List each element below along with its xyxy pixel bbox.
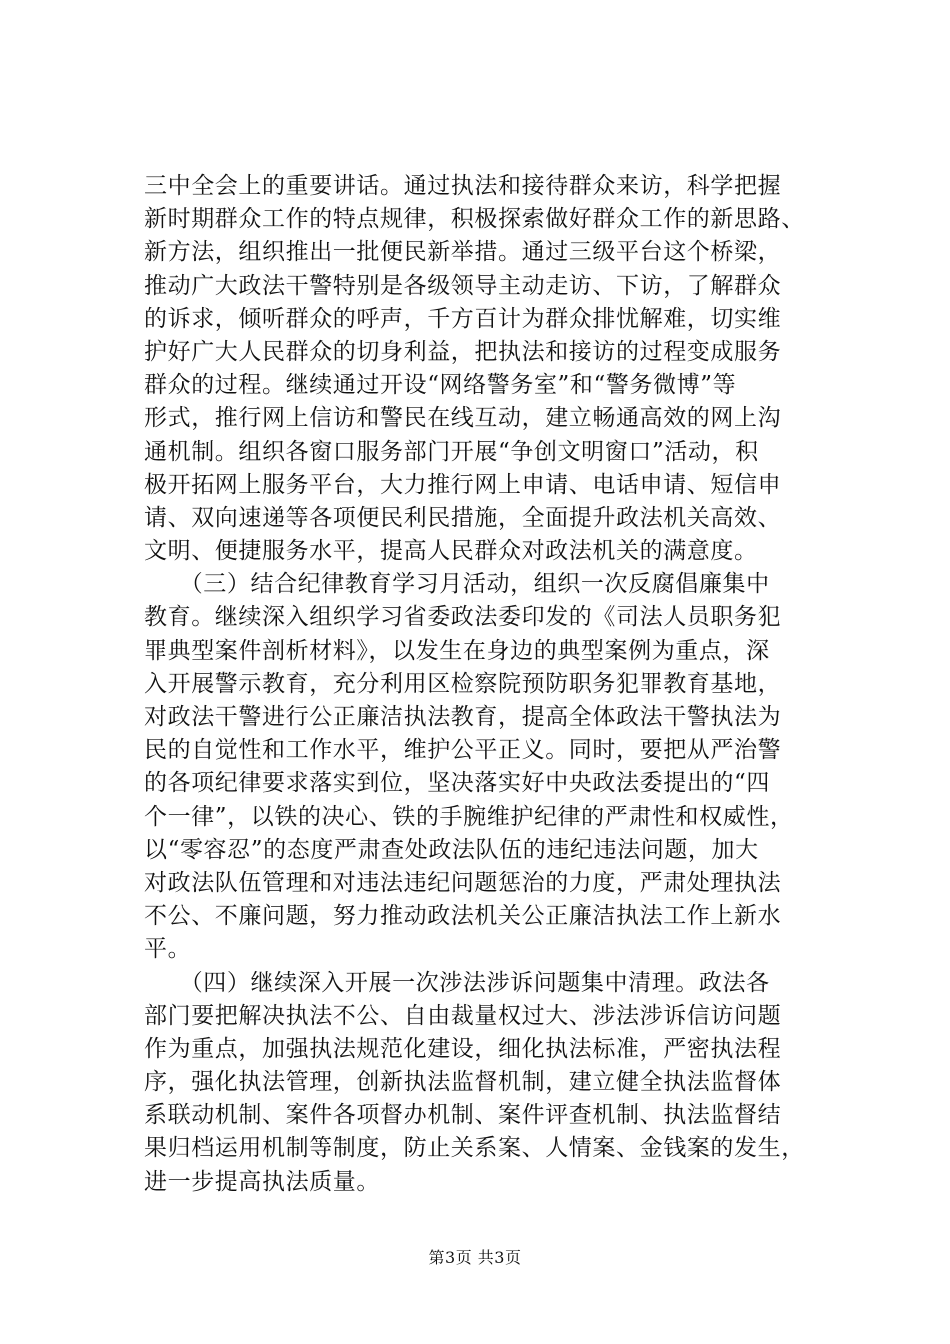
document-body (144, 170, 844, 1199)
text-line: 形式，推行网上信访和警民在线互动，建立畅通高效的网上沟 (144, 405, 782, 432)
text-line: 部门要把解决执法不公、自由裁量权过大、涉法涉诉信访问题 (144, 1002, 782, 1029)
text-line: 对政法干警进行公正廉洁执法教育，提高全体政法干警执法为 (144, 704, 782, 730)
text-line: 的各项纪律要求落实到位，坚决落实好中央政法委提出的“四 (144, 770, 770, 797)
text-line: 三中全会上的重要讲话。通过执法和接待群众来访，科学把握 (144, 173, 782, 199)
text-line: 护好广大人民群众的切身利益，把执法和接访的过程变成服务 (144, 338, 782, 365)
page-footer: 第3页 共3页 (428, 1248, 522, 1267)
text-line: 以“零容忍”的态度严肃查处政法队伍的违纪违法问题，加大 (144, 836, 759, 863)
text-line: （三）结合纪律教育学习月活动，组织一次反腐倡廉集中 (144, 571, 770, 598)
text-line: 通机制。组织各窗口服务部门开展“争创文明窗口”活动，积 (144, 438, 759, 465)
text-line: 极开拓网上服务平台，大力推行网上申请、电话申请、短信申 (144, 471, 782, 498)
text-line: 文明、便捷服务水平，提高人民群众对政法机关的满意度。 (144, 538, 758, 565)
text-line: 不公、不廉问题，努力推动政法机关公正廉洁执法工作上新水 (144, 903, 782, 930)
text-line: 请、双向速递等各项便民利民措施，全面提升政法机关高效、 (144, 504, 782, 531)
text-line: 推动广大政法干警特别是各级领导主动走访、下访，了解群众 (144, 272, 782, 299)
text-line: 个一律”，以铁的决心、铁的手腕维护纪律的严肃性和权威性， (144, 803, 794, 830)
text-line: 进一步提高执法质量。 (144, 1168, 380, 1195)
text-line: 新时期群众工作的特点规律，积极探索做好群众工作的新思路、 (144, 206, 805, 233)
text-line: 的诉求，倾听群众的呼声，千方百计为群众排忧解难，切实维 (144, 305, 782, 332)
text-line: 平。 (144, 936, 192, 963)
text-line: （四）继续深入开展一次涉法涉诉问题集中清理。政法各 (144, 969, 770, 996)
text-line: 教育。继续深入组织学习省委政法委印发的《司法人员职务犯 (144, 604, 782, 631)
text-line: 罪典型案件剖析材料》，以发生在身边的典型案例为重点，深 (144, 637, 770, 664)
text-line: 果归档运用机制等制度，防止关系案、人情案、金钱案的发生， (144, 1135, 805, 1162)
text-line: 民的自觉性和工作水平，维护公平正义。同时，要把从严治警 (144, 737, 782, 764)
text-line: 对政法队伍管理和对违法违纪问题惩治的力度，严肃处理执法 (144, 869, 782, 896)
text-line: 群众的过程。继续通过开设“网络警务室”和“警务微博”等 (144, 372, 737, 399)
text-line: 系联动机制、案件各项督办机制、案件评查机制、执法监督结 (144, 1102, 782, 1129)
text-line: 新方法，组织推出一批便民新举措。通过三级平台这个桥梁， (144, 239, 782, 266)
text-line: 作为重点，加强执法规范化建设，细化执法标准，严密执法程 (144, 1035, 782, 1062)
text-line: 序，强化执法管理，创新执法监督机制，建立健全执法监督体 (144, 1069, 782, 1096)
text-line: 入开展警示教育，充分利用区检察院预防职务犯罪教育基地， (144, 670, 782, 697)
